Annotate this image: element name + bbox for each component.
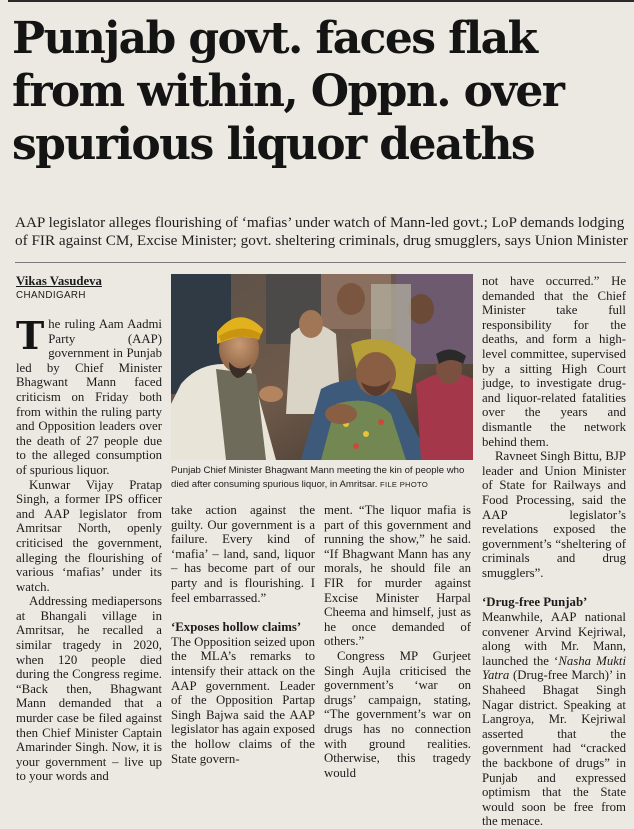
headline-line-2: from within, Oppn. over (12, 66, 564, 117)
headline-line-3: spurious liquor deaths (12, 119, 535, 170)
paragraph: The Opposition seized upon the MLA’s remarks to intensify their attack on the AAP government. Leader of the Opposition Partap Singh Bajwa said the AAP legislator has again exposed the hollow claims of the State govern- (171, 634, 315, 766)
deck-subheadline (15, 214, 627, 250)
photo-illustration (171, 274, 473, 460)
photo-caption (171, 464, 473, 491)
paragraph: take action against the guilty. Our government is a failure. Every kind of ‘mafia’ – land, sand, liquor – has become part of our party and is flourishing. I feel embarrassed.” (171, 503, 315, 605)
article-column-4 (482, 274, 626, 829)
deck-divider (15, 262, 626, 263)
paragraph (482, 610, 626, 829)
paragraph: not have occurred.” He demanded that the Chief Minister take full responsibility for the deaths, and form a high-level committee, supervised by a sitting High Court judge, to investigate drug- and liquor-related fatalities over the years and dismantle the network behind them. (482, 274, 626, 449)
drop-cap: T (16, 313, 45, 358)
headline (12, 12, 632, 171)
headline-line-1: Punjab govt. faces flak (12, 13, 537, 64)
paragraph: Kunwar Vijay Pratap Singh, a former IPS officer and AAP legislator from Amritsar North, openly criticised the government, alleging the flourishing of various ‘mafias’ under its watch. (16, 477, 162, 594)
lead-paragraph-text: he ruling Aam Aadmi Party (AAP) government in Punjab led by Chief Minister Bhagwant Mann faced criticism on Friday both from within the ruling party and Opposition leaders over the death of 27 people due to the alleged consumption of spurious liquor. (16, 317, 162, 477)
byline: Vikas Vasudeva (16, 274, 102, 288)
paragraph-text: (Drug-free March)’ in Shaheed Bhagat Singh Nagar district. Speaking at Langroya, Mr. Kejriwal asserted that the government had “cracked the backbone of drugs” in Punjab and expressed optimism that the State would soon be free from the menace. (482, 668, 626, 829)
photo-caption-text: Punjab Chief Minister Bhagwant Mann meeting the kin of people who died after consuming spurious liquor, in Amritsar. (171, 465, 465, 490)
lead-paragraph (16, 313, 162, 478)
deck-line-2: of FIR against CM, Excise Minister; govt. sheltering criminals, drug smugglers, says Union Minister (15, 232, 628, 249)
paragraph: Ravneet Singh Bittu, BJP leader and Union Minister of State for Railways and Food Processing, said the AAP legislator’s revelations exposed the government’s “sheltering of criminals and drug smugglers”. (482, 449, 626, 580)
dateline: CHANDIGARH (16, 290, 86, 301)
paragraph: ment. “The liquor mafia is part of this government and running the show,” he said. “If Bhagwant Mann has any morals, he should file an FIR for murder against Excise Minister Harpal Cheema and himself, just as he once demanded of others.” (324, 503, 471, 649)
top-rule (8, 0, 634, 2)
subhead-exposes-hollow-claims: ‘Exposes hollow claims’ (171, 620, 302, 635)
photo-credit: FILE PHOTO (380, 479, 429, 489)
paragraph: Addressing mediapersons at Bhangali village in Amritsar, he recalled a similar tragedy in 2020, when 120 people died during the Congress regime. “Back then, Bhagwant Mann demanded that a murder case be filed against then Chief Minister Captain Amarinder Singh. Now, it is your government – live up to your words and (16, 594, 162, 784)
nasha-mukti-yatra: Nasha Mukti Yatra (482, 653, 627, 683)
paragraph-text: Meanwhile, AAP national convener Arvind Kejriwal, along with Mr. Mann, launched the ‘ (482, 610, 626, 668)
subhead-drug-free-punjab: ‘Drug-free Punjab’ (482, 595, 588, 610)
article-column-1 (16, 274, 162, 784)
deck-line-1: AAP legislator alleges flourishing of ‘mafias’ under watch of Mann-led govt.; LoP demands lodging (15, 214, 625, 231)
paragraph: Congress MP Gurjeet Singh Aujla criticised the government’s ‘war on drugs’ campaign, stating, “The government’s war on drugs has no connection with ground realities. Otherwise, this tragedy would (324, 648, 471, 780)
article-column-2 (171, 503, 315, 766)
article-column-3 (324, 503, 471, 780)
news-photo (171, 274, 473, 460)
